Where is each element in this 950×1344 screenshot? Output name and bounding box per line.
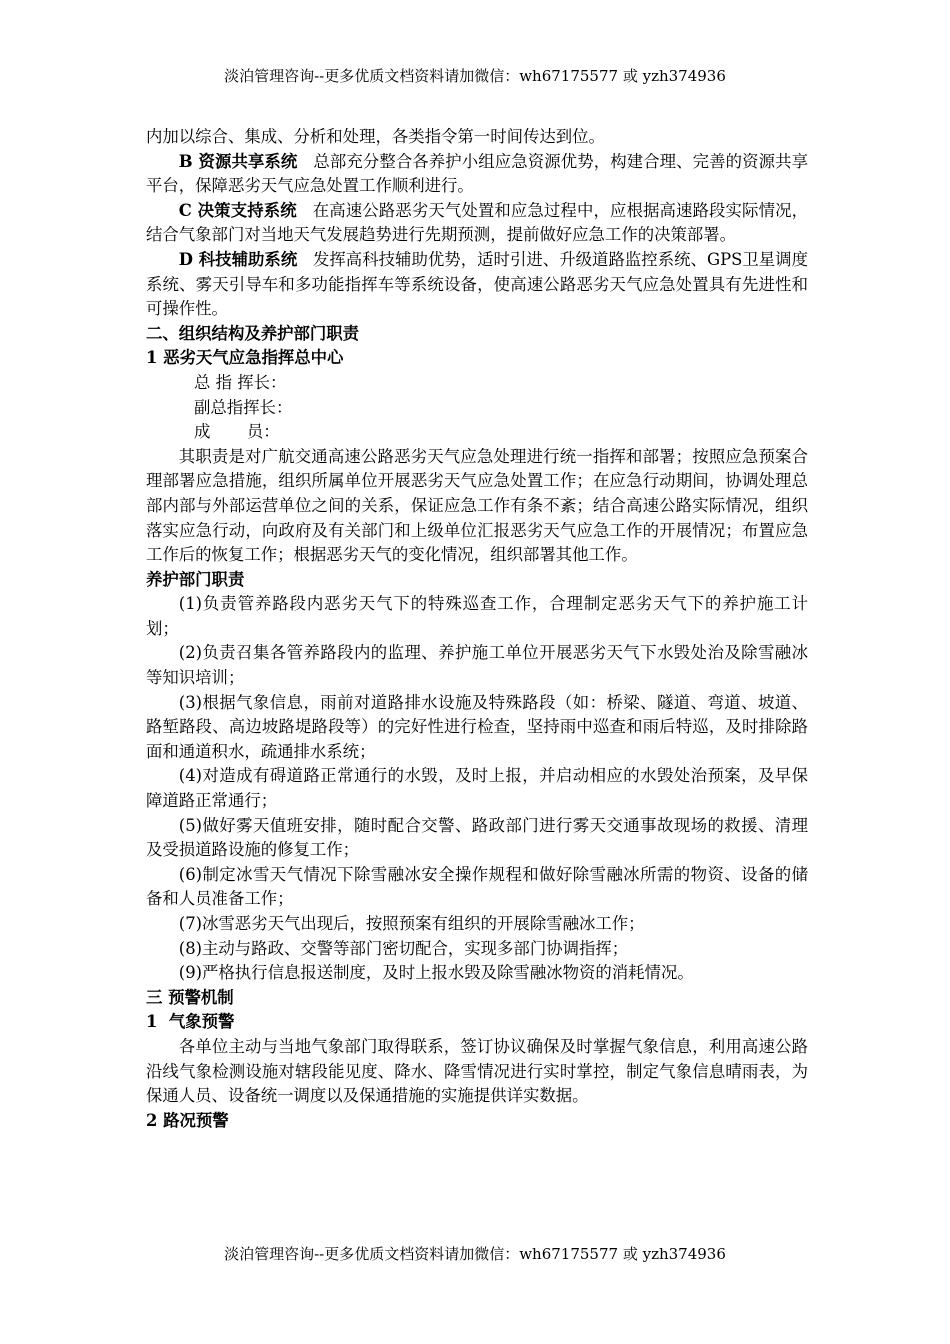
maint-item-2: (2)负责召集各管养路段内的监理、养护施工单位开展恶劣天气下水毁处治及除雪融冰等知识培训；	[146, 643, 808, 688]
paragraph-c	[146, 199, 808, 248]
maint-item-8: (8)主动与路政、交警等部门密切配合，实现多部门协调指挥；	[178, 938, 629, 958]
maint-item-4: (4)对造成有碍道路正常通行的水毁，及时上报，并启动相应的水毁处治预案，及早保障道路正常通行；	[146, 766, 808, 811]
maint-item-5: (5)做好雾天值班安排，随时配合交警、路政部门进行雾天交通事故现场的救援、清理及受损道路设施的修复工作；	[146, 815, 808, 860]
paragraph-b	[146, 150, 808, 199]
page-header: 淡泊管理咨询--更多优质文档资料请加微信：wh67175577 或 yzh374936	[224, 67, 726, 85]
heading-c: C 决策支持系统	[178, 200, 297, 220]
warning1-heading: 1 气象预警	[146, 1012, 235, 1032]
role-deputy-label: 副总指挥长：	[194, 397, 293, 417]
maint-item-1: (1)负责管养路段内恶劣天气下的特殊巡查工作，合理制定恶劣天气下的养护施工计划；	[146, 594, 808, 638]
role-commander	[146, 371, 808, 396]
duty-paragraph: 其职责是对广航交通高速公路恶劣天气应急处理进行统一指挥和部署；按照应急预案合理部署应急措施，组织所属单位开展恶劣天气应急处置工作；在应急行动期间，协调处理总部内部与外部运营单位之间的关系，保证应急工作有条不紊；结合高速公路实际情况，组织落实应急行动，向政府及有关部门和上级单位汇报恶劣天气应急工作的开展情况；布置应急工作后的恢复工作；根据恶劣天气的变化情况，组织部署其他工作。	[146, 446, 808, 565]
subsection1-heading: 1 恶劣天气应急指挥总中心	[146, 348, 344, 368]
maint-item-7: (7)冰雪恶劣天气出现后，按照预案有组织的开展除雪融冰工作；	[178, 914, 645, 933]
maintenance-heading: 养护部门职责	[146, 569, 245, 589]
intro-paragraph: 内加以综合、集成、分析和处理，各类指令第一时间传达到位。	[146, 127, 605, 146]
warning1-paragraph: 各单位主动与当地气象部门取得联系，签订协议确保及时掌握气象信息，利用高速公路沿线气象检测设施对辖段能见度、降水、降雪情况进行实时掌控，制定气象信息晴雨表，为保通人员、设备统一调度以及保通措施的实施提供详实数据。	[146, 1036, 808, 1106]
role-member	[146, 420, 808, 445]
section2-heading: 二、组织结构及养护部门职责	[146, 323, 360, 343]
role-deputy	[146, 396, 808, 421]
page-footer: 淡泊管理咨询--更多优质文档资料请加微信：wh67175577 或 yzh374936	[224, 1245, 726, 1263]
text-c: 在高速公路恶劣天气处置和应急过程中，应根据高速路段实际情况，结合气象部门对当地天气发展趋势进行先期预测，提前做好应急工作的决策部署。	[146, 200, 808, 245]
warning2-heading: 2 路况预警	[146, 1110, 229, 1130]
text-b: 总部充分整合各养护小组应急资源优势，构建合理、完善的资源共享平台，保障恶劣天气应急处置工作顺利进行。	[146, 151, 809, 196]
section3-heading: 三 预警机制	[146, 987, 234, 1007]
maint-item-9: (9)严格执行信息报送制度，及时上报水毁及除雪融冰物资的消耗情况。	[178, 963, 694, 983]
maint-item-6: (6)制定冰雪天气情况下除雪融冰安全操作规程和做好除雪融冰所需的物资、设备的储备和人员准备工作；	[146, 864, 808, 909]
document-body	[146, 125, 808, 1133]
text-d: 发挥高科技辅助优势，适时引进、升级道路监控系统、GPS卫星调度系统、雾天引导车和多功能指挥车等系统设备，使高速公路恶劣天气应急处置具有先进性和可操作性。	[146, 249, 808, 319]
maint-item-3: (3)根据气象信息，雨前对道路排水设施及特殊路段（如：桥梁、隧道、弯道、坡道、路堑路段、高边坡路堤路段等）的完好性进行检查，坚持雨中巡查和雨后特巡，及时排除路面和通道积水，疏通排水系统；	[146, 692, 808, 761]
paragraph-d	[146, 248, 808, 322]
heading-d: D 科技辅助系统	[178, 249, 298, 269]
heading-b: B 资源共享系统	[178, 151, 298, 171]
role-commander-label: 总 指 挥长：	[194, 372, 287, 392]
role-member-label: 成 员：	[194, 422, 280, 442]
